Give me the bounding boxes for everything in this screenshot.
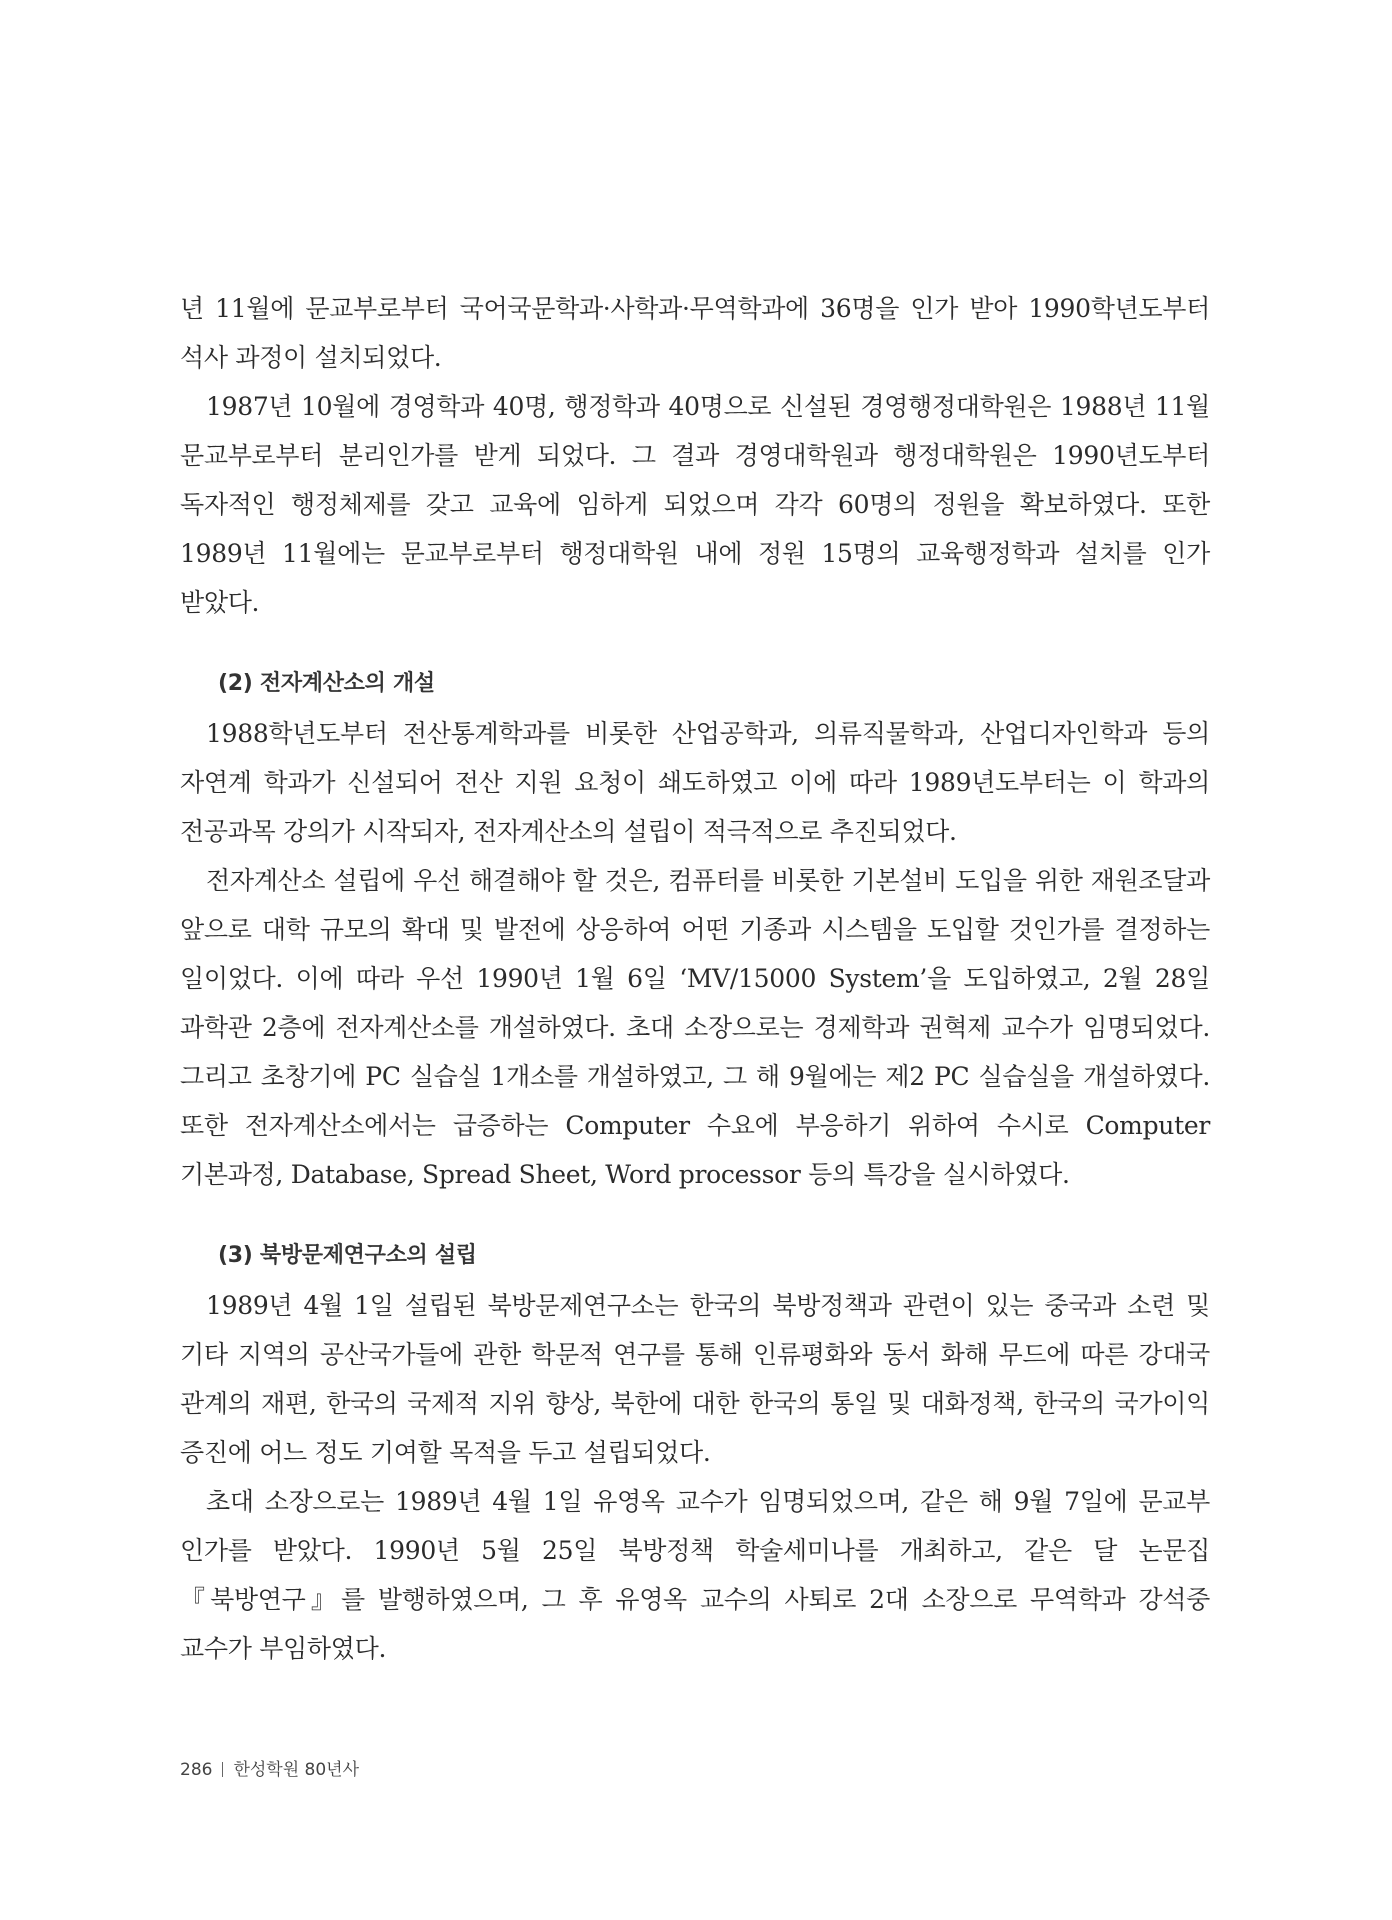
page-footer <box>180 1759 359 1781</box>
body-paragraph: 1988학년도부터 전산통계학과를 비롯한 산업공학과, 의류직물학과, 산업디자인학과 등의 자연계 학과가 신설되어 전산 지원 요청이 쇄도하였고 이에 따라 1989년도부터는 이 학과의 전공과목 강의가 시작되자, 전자계산소의 설립이 적극적으로 추진되었다. <box>180 719 1210 846</box>
body-paragraph: 전자계산소 설립에 우선 해결해야 할 것은, 컴퓨터를 비롯한 기본설비 도입을 위한 재원조달과 앞으로 대학 규모의 확대 및 발전에 상응하여 어떤 기종과 시스템을 도입할 것인가를 결정하는 일이었다. 이에 따라 우선 1990년 1월 6일 ‘MV/15000 System’을 도입하였고, 2월 28일 과학관 2층에 전자계산소를 개설하였다. 초대 소장으로는 경제학과 권혁제 교수가 임명되었다. 그리고 초창기에 PC 실습실 1개소를 개설하였고, 그 해 9월에는 제2 PC 실습실을 개설하였다. 또한 전자계산소에서는 급증하는 Computer 수요에 부응하기 위하여 수시로 Computer 기본과정, Database, Spread Sheet, Word processor 등의 특강을 실시하였다. <box>180 866 1210 1189</box>
section-heading: (3) 북방문제연구소의 설립 <box>218 1243 477 1268</box>
body-paragraph: 년 11월에 문교부로부터 국어국문학과·사학과·무역학과에 36명을 인가 받아 1990학년도부터 석사 과정이 설치되었다. <box>180 294 1210 372</box>
footer-divider <box>222 1762 223 1777</box>
body-paragraph: 1987년 10월에 경영학과 40명, 행정학과 40명으로 신설된 경영행정대학원은 1988년 11월 문교부로부터 분리인가를 받게 되었다. 그 결과 경영대학원과 행정대학원은 1990년도부터 독자적인 행정체제를 갖고 교육에 임하게 되었으며 각각 60명의 정원을 확보하였다. 또한 1989년 11월에는 문교부로부터 행정대학원 내에 정원 15명의 교육행정학과 설치를 인가 받았다. <box>180 392 1210 617</box>
body-paragraph: 1989년 4월 1일 설립된 북방문제연구소는 한국의 북방정책과 관련이 있는 중국과 소련 및 기타 지역의 공산국가들에 관한 학문적 연구를 통해 인류평화와 동서 화해 무드에 따른 강대국 관계의 재편, 한국의 국제적 지위 향상, 북한에 대한 한국의 통일 및 대화정책, 한국의 국가이익 증진에 어느 정도 기여할 목적을 두고 설립되었다. <box>180 1291 1210 1467</box>
page-body <box>180 284 1210 1673</box>
book-title: 한성학원 80년사 <box>233 1760 360 1780</box>
body-paragraph: 초대 소장으로는 1989년 4월 1일 유영옥 교수가 임명되었으며, 같은 해 9월 7일에 문교부 인가를 받았다. 1990년 5월 25일 북방정책 학술세미나를 개최하고, 같은 달 논문집 『북방연구』를 발행하였으며, 그 후 유영옥 교수의 사퇴로 2대 소장으로 무역학과 강석중 교수가 부임하였다. <box>180 1487 1210 1663</box>
page-number: 286 <box>180 1760 213 1780</box>
section-heading: (2) 전자계산소의 개설 <box>218 671 435 696</box>
